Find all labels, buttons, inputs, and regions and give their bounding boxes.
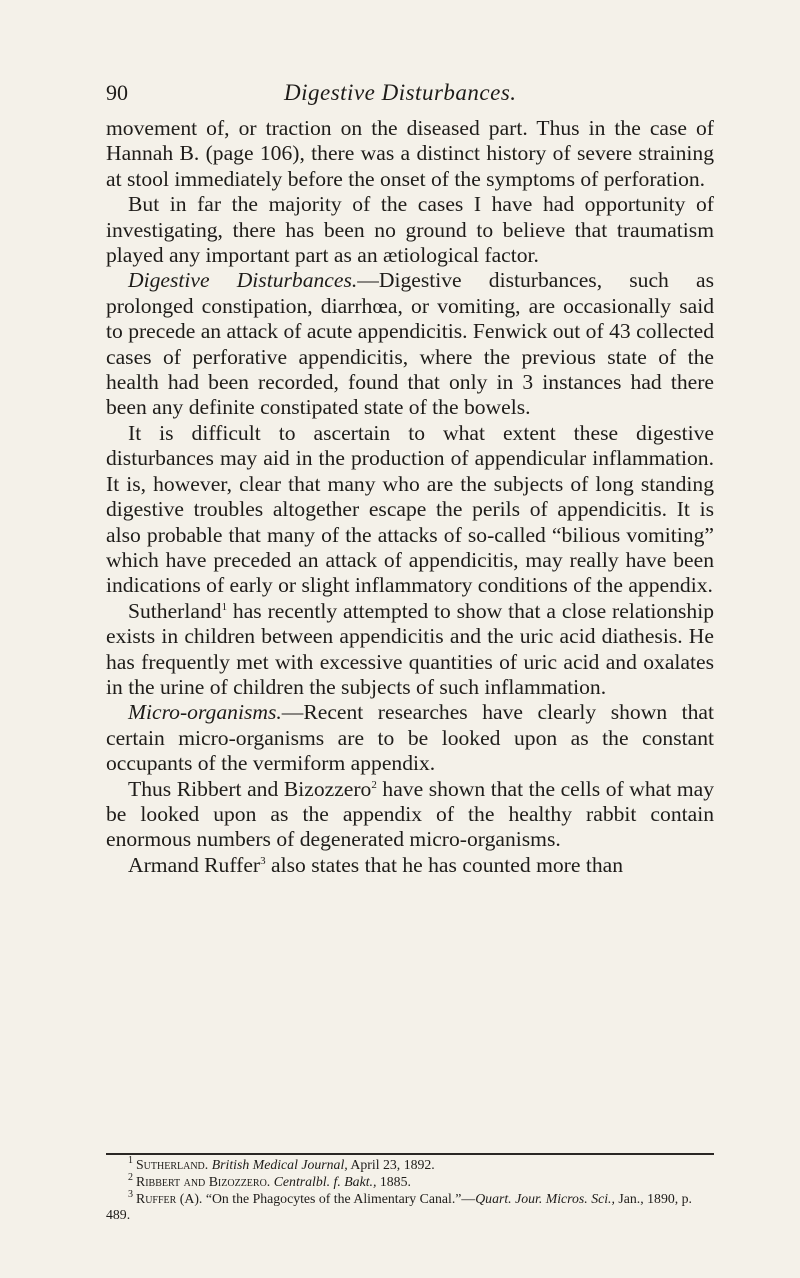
footnote-rest: 1885. [376, 1173, 411, 1189]
footnote-article: “On the Phagocytes of the Alimentary Canal.”— [202, 1190, 476, 1206]
footnote-title: British Medical Journal, [211, 1157, 348, 1172]
paragraph-text: movement of, or traction on the diseased part. Thus in the case of Hannah B. (page 106), there was a distinct history of severe straining at stool immediately before the onset of the symptoms of perforation. [106, 116, 714, 191]
section-heading: Digestive Disturbances. [128, 268, 358, 293]
running-head: Digestive Disturbances. [284, 80, 517, 105]
paragraph-text: Armand Ruffer [128, 852, 261, 877]
footnote-number: 2 [128, 1172, 133, 1184]
paragraph-text: Sutherland [128, 598, 222, 623]
paragraph [106, 421, 714, 599]
footnote-divider [106, 1153, 714, 1155]
footnote-author: Ribbert and Bizozzero. [136, 1173, 271, 1189]
page-number: 90 [106, 80, 128, 105]
paragraph-ruffer [106, 853, 714, 878]
footnote-title: Centralbl. f. Bakt., [273, 1173, 377, 1189]
paragraph-text: has recently attempted to show that a close relationship exists in children between appendicitis and the uric acid diathesis. He has frequently met with excessive quantities of uric acid and oxalates in the urine of children the subjects of such inflammation. [106, 598, 714, 699]
paragraph-micro-organisms [106, 700, 714, 776]
paragraph-digestive-disturbances [106, 268, 714, 420]
paragraph-text: Thus Ribbert and Bizozzero [128, 776, 372, 801]
footnote-3 [106, 1191, 714, 1225]
footnote-title: Quart. Jour. Micros. Sci., [475, 1190, 615, 1206]
footnote-1 [106, 1157, 714, 1174]
footnote-number: 1 [128, 1155, 133, 1167]
paragraph-ribbert [106, 777, 714, 853]
page-header [106, 80, 714, 114]
footnote-2 [106, 1174, 714, 1191]
footnote-rest: April 23, 1892. [347, 1157, 435, 1172]
paragraph-text: It is difficult to ascertain to what extent these digestive disturbances may aid in the production of appendicular inflammation. It is, however, clear that many who are the subjects of long standing digestive troubles altogether escape the perils of appendicitis. It is also probable that many of the attacks of so-called “bilious vomiting” which have preceded an attack of appendicitis, may really have been indications of early or slight inflammatory conditions of the appendix. [106, 420, 714, 598]
footnote-ref: 1 [221, 600, 228, 613]
footnotes [106, 1157, 714, 1224]
body-text [106, 116, 714, 878]
paragraph-text: also states that he has counted more than [265, 852, 624, 877]
footnote-ref: 2 [371, 778, 377, 791]
footnote-rest: Jan., 1890, p. 489. [106, 1190, 692, 1223]
paragraph-text: have shown that the cells of what may be looked upon as the appendix of the healthy rabbit contain enormous numbers of degenerated micro-organisms. [106, 776, 714, 852]
paragraph-text: —Digestive disturbances, such as prolonged constipation, diarrhœa, or vomiting, are occasionally said to precede an attack of acute appendicitis. Fenwick out of 43 collected cases of perforative appendicitis, where the previous state of the health had been recorded, found that only in 3 instances had there been any definite constipated state of the bowels. [106, 268, 714, 420]
paragraph-text: But in far the majority of the cases I have had opportunity of investigating, there has been no ground to believe that traumatism played any important part as an ætiological factor. [106, 192, 714, 268]
footnote-number: 3 [128, 1189, 133, 1200]
paragraph [106, 192, 714, 268]
paragraph [106, 116, 714, 192]
footnote-ref: 3 [260, 854, 266, 867]
paragraph-text: —Recent researches have clearly shown that certain micro-organisms are to be looked upon as the constant occupants of the vermiform appendix. [106, 700, 714, 776]
section-heading: Micro-organisms. [128, 700, 282, 725]
paragraph-sutherland [106, 599, 714, 701]
footnote-author: Sutherland. [136, 1157, 209, 1172]
footnote-author: Ruffer (A). [136, 1190, 203, 1206]
